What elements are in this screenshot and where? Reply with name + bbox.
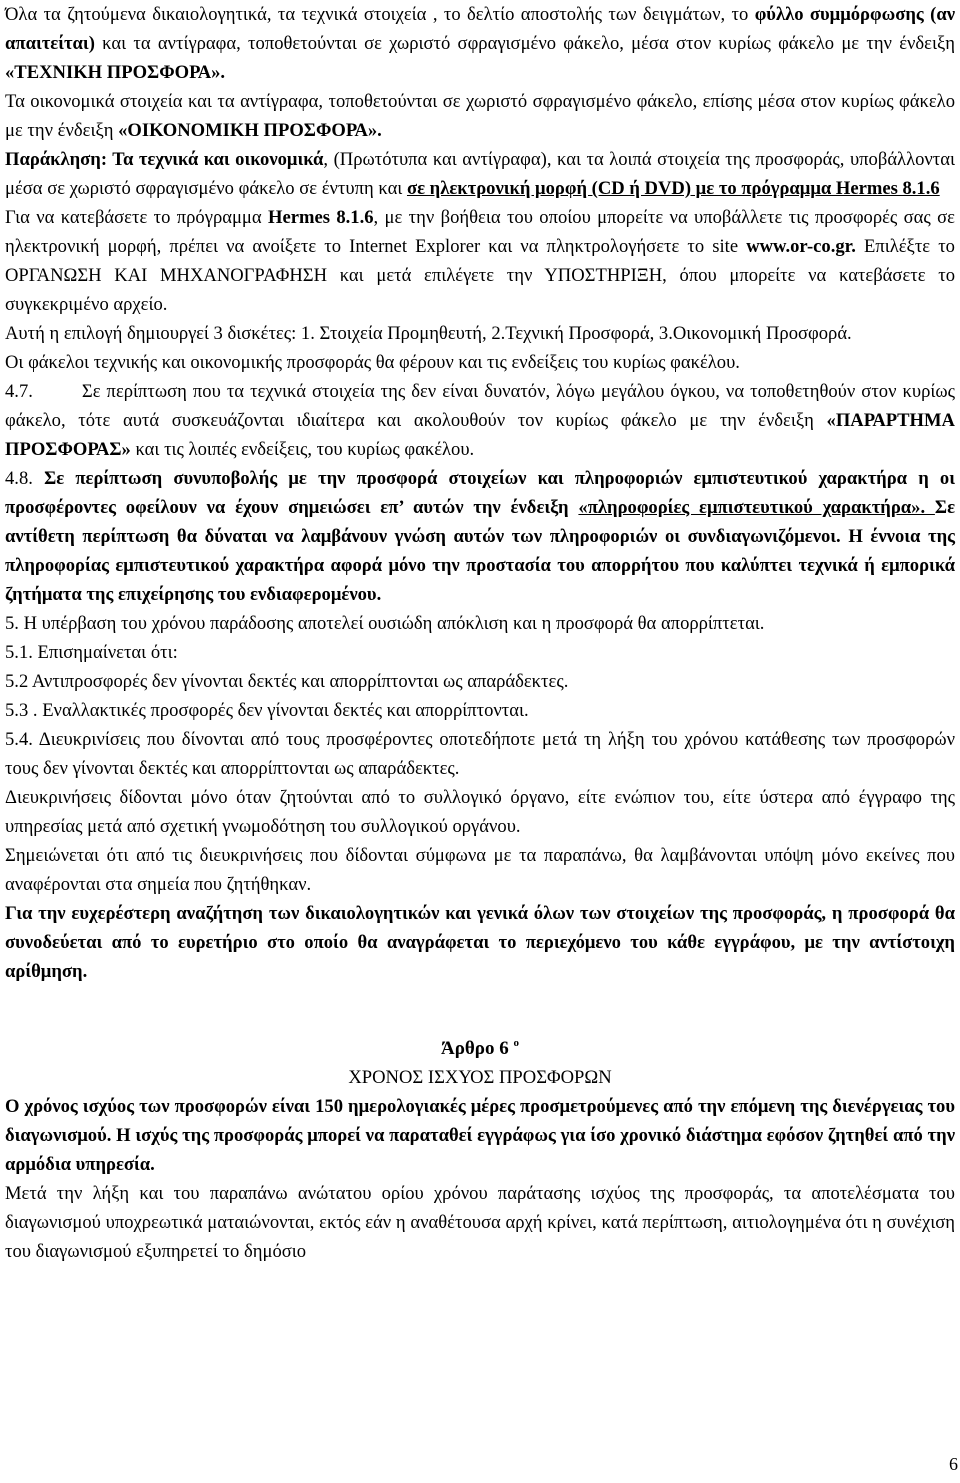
- bold-text: Hermes 8.1.6: [268, 207, 374, 228]
- bold-text: Σε περίπτωση συνυποβολής με την προσφορά στοιχείων και πληροφοριών εμπιστευτικού χαρακτήρα η οι προσφέροντες οφείλουν να έχουν σημειώσει επ’ αυτών την ένδειξη: [5, 468, 955, 518]
- page-number: 6: [949, 1454, 958, 1474]
- paragraph-4-8: [5, 464, 955, 609]
- bold-underlined-text: σε ηλεκτρονική μορφή (CD ή DVD) με το πρόγραμμα Hermes 8.1.6: [406, 178, 940, 199]
- text: Σε περίπτωση που τα τεχνικά στοιχεία της δεν είναι δυνατόν, λόγω μεγάλου όγκου, να τοποθετηθούν στον κυρίως φάκελο, τότε αυτά συσκευάζονται ιδιαίτερα και ακολουθούν τον κυρίως φάκελο με την ένδειξη: [5, 381, 955, 431]
- paragraph-5-1: 5.1. Επισημαίνεται ότι:: [5, 642, 178, 663]
- text: Για να κατεβάσετε το πρόγραμμα: [5, 207, 269, 228]
- text: Επιλέξτε το ΟΡΓΑΝΩΣΗ ΚΑΙ ΜΗΧΑΝΟΓΡΑΦΗΣΗ και μετά επιλέγετε την ΥΠΟΣΤΗΡΙΞΗ, όπου μπορείτε να κατεβάσετε το συγκεκριμένο αρχείο.: [5, 236, 955, 315]
- bold-underlined-text: «πληροφορίες εμπιστευτικού χαρακτήρα».: [578, 497, 935, 518]
- paragraph-envelopes: Οι φάκελοι τεχνικής και οικονομικής προσφοράς θα φέρουν και τις ενδείξεις του κυρίως φακέλου.: [5, 352, 740, 373]
- paragraph-clarifications-note: Σημειώνεται ότι από τις διευκρινήσεις που δίδονται σύμφωνα με τα παραπάνω, θα λαμβάνονται υπόψη μόνο εκείνες που αναφέρονται στα σημεία που ζητήθηκαν.: [5, 845, 955, 895]
- paragraph-5: 5. Η υπέρβαση του χρόνου παράδοσης αποτελεί ουσιώδη απόκλιση και η προσφορά θα απορρίπτεται.: [5, 613, 765, 634]
- text: , με την βοήθεια του οποίου μπορείτε να υποβάλλετε τις προσφορές σας σε ηλεκτρονική μορφή, πρέπει να ανοίξετε το Internet Explorer και να πληκτρολογήσετε το site: [5, 207, 955, 257]
- article-heading: [5, 1029, 955, 1063]
- paragraph-technical-offer: [5, 0, 955, 87]
- paragraph-validity: Ο χρόνος ισχύος των προσφορών είναι 150 ημερολογιακές μέρες προσμετρούμενες από την επόμενη της διενέργειας του διαγωνισμού. Η ισχύς της προσφοράς μπορεί να παραταθεί εγγράφως για ίσο χρονικό διάστημα εφόσον ζητηθεί από την αρμόδια υπηρεσία.: [5, 1096, 955, 1175]
- section-number: 4.7.: [5, 381, 33, 402]
- spacer: [5, 986, 955, 1015]
- bold-text: «ΟΙΚΟΝΟΜΙΚΗ ΠΡΟΣΦΟΡΑ».: [118, 120, 382, 141]
- bold-text: «ΠΑΡΑΡΤΗΜΑ ΠΡΟΣΦΟΡΑΣ»: [5, 410, 955, 460]
- paragraph-index: Για την ευχερέστερη αναζήτηση των δικαιολογητικών και γενικά όλων των στοιχείων της προσφοράς, η προσφορά θα συνοδεύεται από το ευρετήριο στο οποίο θα αναγράφεται το περιεχόμενο του κάθε εγγράφου, με την αντίστοιχη αρίθμηση.: [5, 903, 955, 982]
- text: , (Πρωτότυπα και αντίγραφα), και τα λοιπά στοιχεία της προσφοράς, υποβάλλονται μέσα σε χωριστό σφραγισμένο φάκελο σε έντυπη και: [5, 149, 956, 199]
- paragraph-5-4: 5.4. Διευκρινίσεις που δίνονται από τους προσφέροντες οποτεδήποτε μετά τη λήξη του χρόνου κατάθεσης των προσφορών τους δεν γίνονται δεκτές και απορρίπτονται ως απαράδεκτες.: [5, 729, 955, 779]
- article-subtitle: ΧΡΟΝΟΣ ΙΣΧΥΟΣ ΠΡΟΣΦΟΡΩΝ: [348, 1067, 612, 1088]
- document-page: [5, 0, 955, 1266]
- paragraph-5-3: 5.3 . Εναλλακτικές προσφορές δεν γίνονται δεκτές και απορρίπτονται.: [5, 700, 529, 721]
- paragraph-5-2: 5.2 Αντιπροσφορές δεν γίνονται δεκτές και απορρίπτονται ως απαράδεκτες.: [5, 671, 569, 692]
- website-link[interactable]: www.or-co.gr.: [746, 236, 856, 257]
- bold-text: Παράκληση: Τα τεχνικά και οικονομικά: [5, 149, 324, 170]
- text: Όλα τα ζητούμενα δικαιολογητικά, τα τεχνικά στοιχεία , το δελτίο αποστολής των δειγμάτων, το: [5, 4, 755, 25]
- paragraph-4-7: [5, 377, 955, 464]
- spacer: [5, 1015, 955, 1029]
- paragraph-economic-offer: [5, 87, 955, 145]
- bold-text: Σε αντίθετη περίπτωση θα δύναται να λαμβάνουν γνώση αυτών των πληροφοριών οι συνδιαγωνιζόμενοι. Η έννοια της πληροφορίας εμπιστευτικού χαρακτήρα αφορά μόνο την προστασία του απορρήτου που καλύπτει τεχνικά ή εμπορικά ζητήματα της επιχείρησης του ενδιαφερομένου.: [5, 497, 956, 605]
- bold-text: φύλλο συμμόρφωσης (αν απαιτείται): [5, 4, 955, 54]
- article-number: Άρθρο 6: [441, 1038, 509, 1059]
- section-number: 4.8.: [5, 468, 45, 489]
- article-superscript: ο: [513, 1037, 519, 1049]
- paragraph-disks: Αυτή η επιλογή δημιουργεί 3 δισκέτες: 1. Στοιχεία Προμηθευτή, 2.Τεχνική Προσφορά, 3.Οικονομική Προσφορά.: [5, 323, 852, 344]
- text: και τις λοιπές ενδείξεις, του κυρίως φακέλου.: [130, 439, 475, 460]
- paragraph-request: [5, 145, 955, 203]
- bold-text: «ΤΕΧΝΙΚΗ ΠΡΟΣΦΟΡΑ».: [5, 62, 226, 83]
- text: και τα αντίγραφα, τοποθετούνται σε χωριστό σφραγισμένο φάκελο, μέσα στον κυρίως φάκελο με την ένδειξη: [94, 33, 955, 54]
- paragraph-hermes: [5, 203, 955, 319]
- paragraph-clarifications: Διευκρινήσεις δίδονται μόνο όταν ζητούνται από το συλλογικό όργανο, είτε ενώπιον του, είτε ύστερα από έγγραφο της υπηρεσίας μετά από σχετική γνωμοδότηση του συλλογικού οργάνου.: [5, 787, 955, 837]
- text: Τα οικονομικά στοιχεία και τα αντίγραφα, τοποθετούνται σε χωριστό σφραγισμένο φάκελο, επίσης μέσα στον κυρίως φάκελο με την ένδειξη: [5, 91, 955, 141]
- paragraph-expiry: Μετά την λήξη και του παραπάνω ανώτατου ορίου χρόνου παράτασης ισχύος της προσφοράς, τα αποτελέσματα του διαγωνισμού υποχρεωτικά ματαιώνονται, εκτός εάν η αναθέτουσα αρχή κρίνει, κατά περίπτωση, αιτιολογημένα ότι η συνέχιση του διαγωνισμού εξυπηρετεί το δημόσιο: [5, 1183, 955, 1262]
